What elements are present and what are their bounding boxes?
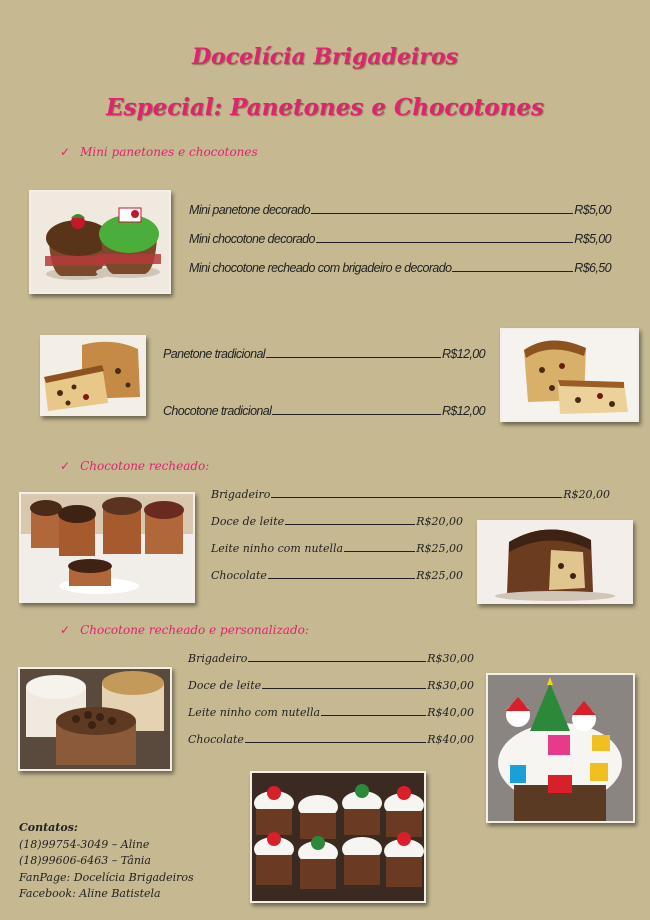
section-label: Mini panetones e chocotones — [80, 145, 258, 159]
menu-item-name: Doce de leite — [211, 515, 285, 528]
contacts-heading: Contatos: — [19, 821, 78, 834]
menu-item-name: Doce de leite — [188, 679, 262, 692]
section-mini-heading — [60, 145, 258, 159]
menu-item-name: Panetone tradicional — [163, 347, 265, 361]
dotted-leader — [285, 523, 415, 525]
contact-facebook: Facebook: Aline Batistela — [19, 887, 161, 900]
menu-item-row — [188, 650, 474, 665]
menu-item-row — [188, 677, 474, 692]
menu-item-price: R$12,00 — [441, 404, 485, 418]
menu-item-price: R$20,00 — [416, 515, 463, 528]
christmas-chocotone-photo — [486, 673, 635, 823]
menu-item-price: R$30,00 — [427, 679, 474, 692]
dotted-leader — [271, 496, 562, 498]
menu-item-price: R$20,00 — [563, 488, 610, 501]
chocotone-cut-photo — [477, 520, 633, 604]
menu-item-row — [163, 345, 485, 361]
section-label: Chocotone recheado: — [80, 459, 210, 473]
menu-item-row — [189, 259, 611, 275]
dotted-leader — [272, 413, 441, 415]
menu-item-row — [188, 731, 474, 746]
menu-item-name: Chocolate — [211, 569, 267, 582]
menu-item-row — [211, 540, 463, 555]
menu-item-price: R$6,50 — [574, 261, 611, 275]
dotted-leader — [344, 550, 415, 552]
dotted-leader — [268, 577, 415, 579]
contact-phone-aline: (18)99754-3049 – Aline — [19, 837, 150, 851]
mini-chocotones-personalizados-photo — [250, 771, 426, 903]
contact-phone-tania: (18)99606-6463 – Tânia — [19, 854, 151, 867]
menu-item-name: Leite ninho com nutella — [211, 542, 344, 555]
menu-item-name: Mini panetone decorado — [189, 203, 310, 217]
panetone-slice-photo — [500, 328, 639, 422]
menu-item-price: R$12,00 — [441, 347, 485, 361]
menu-item-row — [211, 513, 463, 528]
check-icon: ✓ — [60, 145, 71, 159]
chocotone-recheado-photo — [19, 492, 195, 603]
dotted-leader — [248, 660, 426, 662]
dotted-leader — [452, 270, 573, 272]
menu-item-price: R$25,00 — [416, 569, 463, 582]
page-title: Docelícia Brigadeiros — [191, 44, 459, 70]
menu-item-name: Chocotone tradicional — [163, 404, 272, 418]
contacts-block — [19, 820, 194, 903]
menu-item-row — [189, 201, 611, 217]
dotted-leader — [321, 714, 426, 716]
mini-panetones-photo — [29, 190, 171, 294]
menu-item-price: R$40,00 — [427, 706, 474, 719]
contact-fanpage: FanPage: Docelícia Brigadeiros — [19, 870, 194, 884]
menu-item-row — [163, 402, 485, 418]
dotted-leader — [311, 212, 573, 214]
menu-item-row — [211, 486, 610, 501]
dotted-leader — [262, 687, 426, 689]
dotted-leader — [266, 356, 441, 358]
dotted-leader — [245, 741, 426, 743]
menu-item-price: R$5,00 — [574, 203, 611, 217]
menu-item-price: R$25,00 — [416, 542, 463, 555]
menu-item-price: R$30,00 — [427, 652, 474, 665]
page-subtitle: Especial: Panetones e Chocotones — [106, 94, 544, 121]
menu-item-row — [189, 230, 611, 246]
check-icon: ✓ — [60, 623, 71, 637]
menu-item-price: R$5,00 — [574, 232, 611, 246]
menu-item-name: Chocolate — [188, 733, 244, 746]
dotted-leader — [316, 241, 573, 243]
menu-item-name: Mini chocotone recheado com brigadeiro e decorado — [189, 261, 452, 275]
menu-item-name: Mini chocotone decorado — [189, 232, 315, 246]
section-label: Chocotone recheado e personalizado: — [80, 623, 309, 637]
section-personalizado-heading — [60, 623, 309, 637]
menu-item-price: R$40,00 — [427, 733, 474, 746]
menu-item-row — [188, 704, 474, 719]
section-recheado-heading — [60, 459, 209, 473]
menu-item-name: Brigadeiro — [211, 488, 271, 501]
chocotone-brigadeiro-photo — [18, 667, 172, 771]
menu-item-row — [211, 567, 463, 582]
check-icon: ✓ — [60, 459, 71, 473]
menu-item-name: Brigadeiro — [188, 652, 248, 665]
menu-item-name: Leite ninho com nutella — [188, 706, 321, 719]
panetone-photo — [40, 335, 146, 416]
